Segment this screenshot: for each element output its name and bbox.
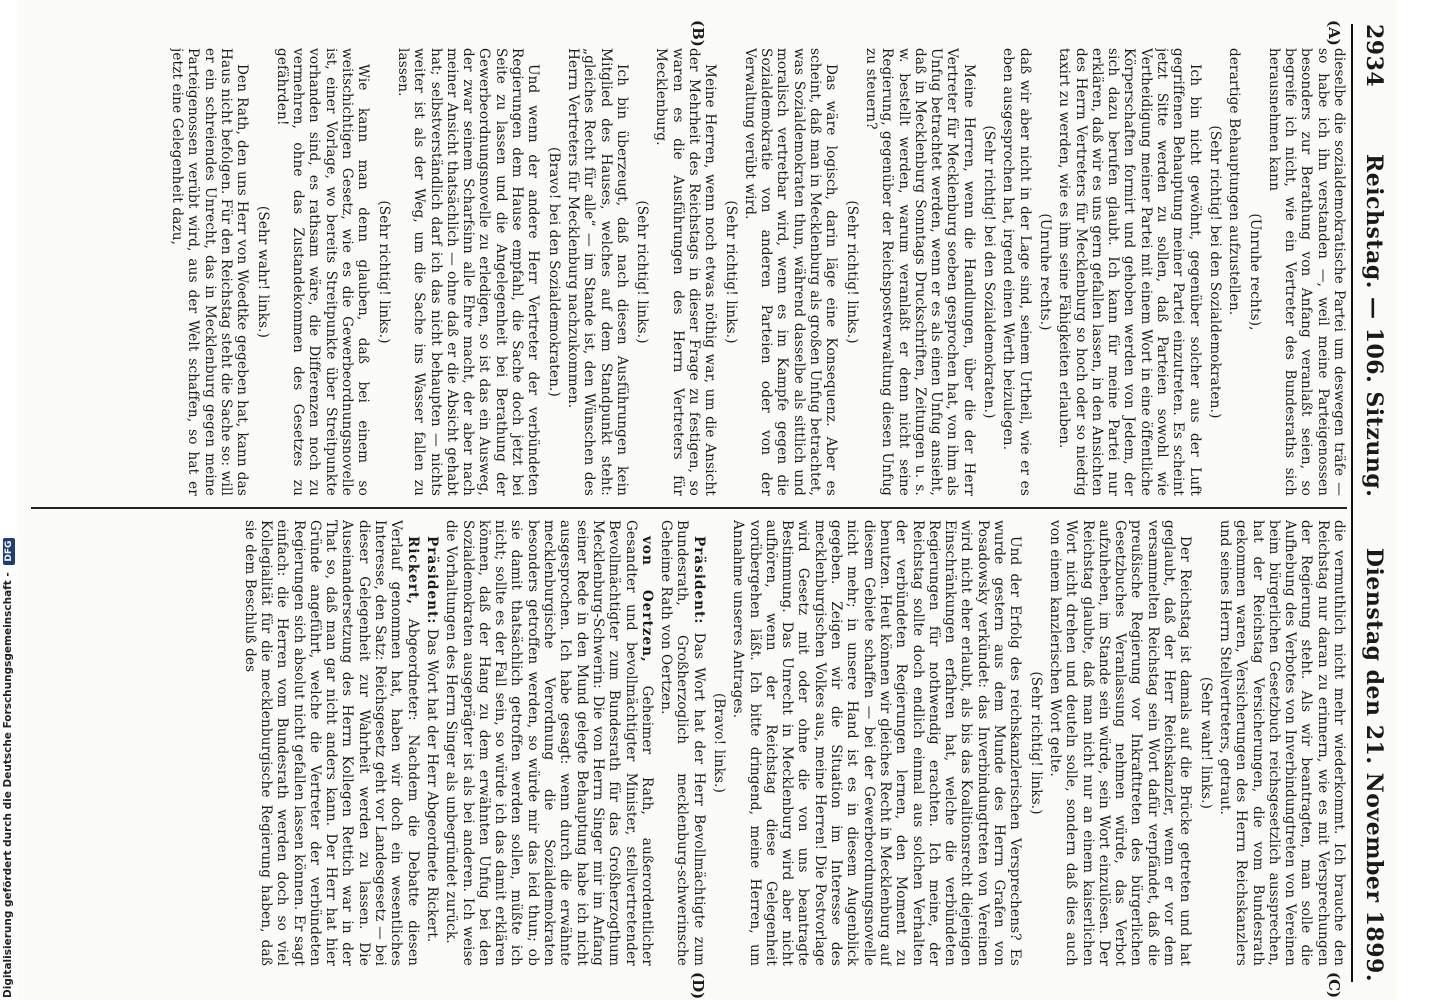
page-header [1351, 24, 1389, 982]
speech-text: Abgeordneter: Nachdem die Debatte diesen Verlauf genommen hat, haben wir doch ein wesentliches Interesse, den Satz: Reichsgesetz geht vor Landesgesetz — bei dieser Gelegenheit zur Wahrheit werden zu lassen. Die Auseinandersetzung des Herrn Kollegen Rettich war in der That so, daß man gar nicht anders kann. Der Herr hat hier Gründe angeführt, welche die Vertreter der verbündeten Regierungen sich absolut nicht gefallen lassen können. Er sagt einfach: die Herren vom Bundesrath werden doch so viel Kollegialität für die mecklenburgische Regierung haben, daß sie dem Beschluß des [241, 520, 421, 966]
margin-mark-c: (C) [1325, 972, 1343, 999]
speech-paragraph: Und wenn der andere Herr Vertreter der verbündeten Regierungen dem Hause empfahl, die Sache doch jetzt bei Seite zu lassen und die Angelegenheit bei Berathung der Gewerbeordnungsnovelle zu erledigen, so ist das ein Ausweg, der zwar seinem Scharfsinn alle Ehre macht, der aber nach meiner Ansicht thatsächlich — ohne daß er die Absicht gehabt hat; selbstverständlich darf ich das nicht behaupten — nichts weiter ist als der Weg, um die Sache ins Wasser fallen zu lassen. [394, 48, 542, 496]
speech-paragraph [241, 520, 420, 966]
page-number: 2934 [1361, 24, 1387, 88]
speech-paragraph: Das wäre logisch, darin läge eine Konsequenz. Aber es scheint, daß man in Mecklenburg als großen Unfug betrachtet, was Sozialdemokraten thun, während dasselbe als sittlich und moralisch vertretbar wird, wenn es im Kampfe gegen die Sozialdemokratie von anderen Parteien oder von der Verwaltung verübt wird. [741, 48, 840, 496]
speech-paragraph [424, 520, 440, 966]
interjection-remark: (Sehr wahr! links.) [254, 205, 271, 339]
interjection-remark: (Sehr wahr! links.) [1197, 676, 1214, 810]
speech-paragraph: Ich bin überzeugt, daß nach diesen Ausführungen kein Mitglied des Hauses, welches auf dem Standpunkt steht: „gleiches Recht für alle“ — im Stande ist, den Wünschen des Herrn Vertreters für Mecklenburg nachzukommen. [564, 48, 630, 496]
interjection-remark: (Unruhe rechts.) [1036, 213, 1053, 331]
credit-text: Digitalisierung gefördert durch die Deutsche Forschungsgemeinschaft - [2, 572, 14, 998]
interjection-remark: (Sehr richtig! links.) [722, 200, 739, 344]
continued-paragraph: dieselbe die sozialdemokratische Partei um deswegen träfe — so habe ich ihn verstanden —, weil meine Parteigenossen besonders zur Berathung von Anfang veranlaßt seien, so begreife ich nicht, wie ein Vertreter des Bundesraths sich herausnehmen kann [1265, 48, 1347, 496]
interjection-remark: (Bravo! links.) [711, 692, 728, 794]
margin-mark-d: (D) [689, 972, 707, 1000]
interjection-remark: (Sehr richtig! bei den Sozialdemokraten.) [981, 125, 998, 419]
margin-mark-b: (B) [689, 20, 707, 47]
speaker-name: Präsident: [423, 536, 440, 625]
speaker-name: von Oertzen, [638, 536, 655, 663]
margin-mark-a: (A) [1325, 20, 1343, 46]
speech-paragraph: Der Reichstag ist damals auf die Brücke getreten und hat geglaubt, daß der Herr Reichskanzler, wenn er vor dem versammelten Reichstag sein Wort dafür verpfändet, daß die preußische Regierung vor Inkrafttreten des bürgerlichen Gesetzbuches Veranlassung nehmen würde, das Verbot aufzuheben, im Stande sein würde, sein Wort einzulösen. Der Reichstag glaubte, daß man nicht nur an einem kaiserlichen Wort nicht drehen und deuteln solle, sondern daß dies auch von einem kanzlerischen Wort gelte. [1046, 520, 1194, 966]
speech-paragraph: Ich bin nicht gewöhnt, gegenüber solcher aus der Luft gegriffenen Behauptung meiner Partei einzutreten. Es scheint jetzt Sitte werden zu sollen, daß Parteien sowohl wie Vertheidigung meiner Partei mit einem Wort in eine öffentliche Körperschaften formirt und gehoben werden von Jedem, der sich dazu berufen glaubt. Ich kann für meine Partei nur erklären, daß wir es uns gern gefallen lassen, in den Ansichten des Herrn Vertreters für Mecklenburg so hoch oder so niedrig taxirt zu werden, wie es ihm seine Fähigkeiten erlauben. [1056, 48, 1203, 496]
continued-paragraph: daß wir aber nicht in der Lage sind, seinem Urtheil, wie er es eben ausgesprochen hat, irgend einen Werth beizulegen. [1000, 48, 1033, 496]
continued-paragraph: derartige Behauptungen aufzustellen. [1226, 48, 1243, 316]
digitization-credit [2, 538, 15, 998]
speech-text: Geheimer Rath, außerordentlicher Gesandter und bevollmächtigter Minister, stellvertretender Bevollmächtigter zum Bundesrath für das Großherzogthum Mecklenburg-Schwerin: Die von Herrn Singer mir im Anfang seiner Rede in den Mund gelegte Behauptung habe ich nicht ausgesprochen. Ich habe gesagt: wenn durch die erwähnte mecklenburgische Verordnung die Sozialdemokraten besonders getroffen werden, so würde mir das leid thun; ob sie damit thatsächlich getroffen werden sollen, müßte ich nicht; sollte es der Fall sein, so würde ich das damit erklären können, daß der Hang zu dem erwähnten Unfug bei den Sozialdemokraten ausgeprägter ist als bei anderen. Ich weise die Vorhaltungen des Herrn Singer als unbegründet zurück. [443, 520, 655, 966]
running-title: Reichstag. — 106. Sitzung. [1361, 154, 1387, 498]
speech-text: Das Wort hat der Herr Abgeordnete Rickert. [423, 628, 440, 943]
speech-paragraph [658, 520, 707, 966]
speech-text: Das Wort hat der Herr Bevollmächtigte zum Bundesrath, Großherzoglich mecklenburg-schwerinsche Geheime Rath von Oertzen. [658, 520, 707, 966]
left-text-column [29, 48, 1347, 496]
interjection-remark: (Sehr richtig! links.) [375, 200, 392, 344]
speech-paragraph: Meine Herren, wenn noch etwas nöthig war, um die Ansicht der Mehrheit des Reichstags in dieser Frage zu festigen, so waren es die Ausführungen des Herrn Vertreters für Mecklenburg. [653, 48, 719, 496]
speaker-name: Rickert, [404, 536, 421, 605]
interjection-remark: (Sehr richtig! links.) [843, 200, 860, 344]
speech-paragraph: Den Rath, den uns Herr von Woedtke gegeben hat, kann das Haus nicht befolgen. Für den Reichstag steht die Sache so: will er ein schreiendes Unrecht, das in Mecklenburg gegen meine Parteigenossen verübt wird, aus der Welt schaffen, so hat er jetzt eine Gelegenheit dazu, [169, 48, 251, 496]
interjection-remark: (Sehr richtig! bei den Sozialdemokraten.) [1206, 125, 1223, 419]
right-text-column [29, 520, 1347, 966]
speaker-name: Präsident: [690, 536, 707, 625]
interjection-remark: (Sehr richtig! links.) [1027, 671, 1044, 815]
speech-paragraph: Meine Herren, wenn die Handlungen, über die der Herr Vertreter für Mecklenburg soeben gesprochen hat, von ihm als Unfug betrachtet werden, wenn er es als einen Unfug ansieht, daß in Mecklenburg Sonntags Druckschriften, Zeitungen u. s. w. bestellt werden, warum veranlaßt er denn nicht seine Regierung, gegenüber der Reichspostverwaltung diesen Unfug zu steuern? [862, 48, 977, 496]
header-date: Dienstag den 21. November 1899. [1361, 547, 1387, 982]
speech-paragraph [443, 520, 655, 966]
dfg-logo: DFG [3, 538, 15, 565]
continued-paragraph: die vermuthlich nicht mehr wiederkommt. Ich brauche den Reichstag nur daran zu erinnern, wie es mit Versprechungen der Regierung steht. Als wir beantragten, man solle die Aufhebung des Verbotes von Inverbindungtreten von Vereinen beim bürgerlichen Gesetzbuch reichsgesetzlich aussprechen, hat der Reichstag Versicherungen, die vom Bundesrath gekommen waren, Versicherungen des Herrn Reichskanzlers und seines Herrn Stellvertreters, getraut. [1216, 520, 1347, 966]
interjection-remark: (Bravo! bei den Sozialdemokraten.) [545, 147, 562, 397]
column-divider [31, 507, 1347, 509]
interjection-remark: (Unruhe rechts), [1246, 213, 1263, 331]
scanned-page [17, 0, 1397, 1000]
interjection-remark: (Sehr richtig! links.) [634, 200, 651, 344]
speech-paragraph: Wie kann man denn glauben, daß bei einem so weitschichtigen Gesetz, wie es die Gewerbeordnungsnovelle ist, einer Vorlage, wo bereits Streitpunkte über Streitpunkte vorhanden sind, es rathsam wäre, die Differenzen noch zu vermehren, ohne das Zustandekommen des Gesetzes zu gefährden! [273, 48, 372, 496]
speech-paragraph: Und der Erfolg des reichskanzlerischen Versprechens? Es wurde gestern aus dem Munde des Herrn Grafen von Posadowsky verkündet: das Inverbindungtreten von Vereinen wird nicht eher erlaubt, als bis das Koalitionsrecht diejenigen Einschränkungen erfahren hat, welche die verbündeten Regierungen für nothwendig erachten. Ich meine, der Reichstag sollte doch endlich einmal aus solchen Verhalten der verbündeten Regierungen lernen, den Moment zu benutzen. Heut können wir gleiches Recht in Mecklenburg auf diesem Gebiete schaffen — bei der Gewerbeordnungsnovelle nicht mehr; in unsere Hand ist es in diesem Augenblick gegeben. Zeigen wir die Situation im Interesse des mecklenburgischen Volkes aus, meine Herren! Die Postvorlage wird Gesetz mit oder ohne die von uns beantragte Bestimmung. Das Unrecht in Mecklenburg wird aber nicht aufhören, wenn der Reichstag diese Gelegenheit vorübergehen läßt. Ich bitte dringend, meine Herren, um Annahme unseres Antrages. [730, 520, 1024, 966]
